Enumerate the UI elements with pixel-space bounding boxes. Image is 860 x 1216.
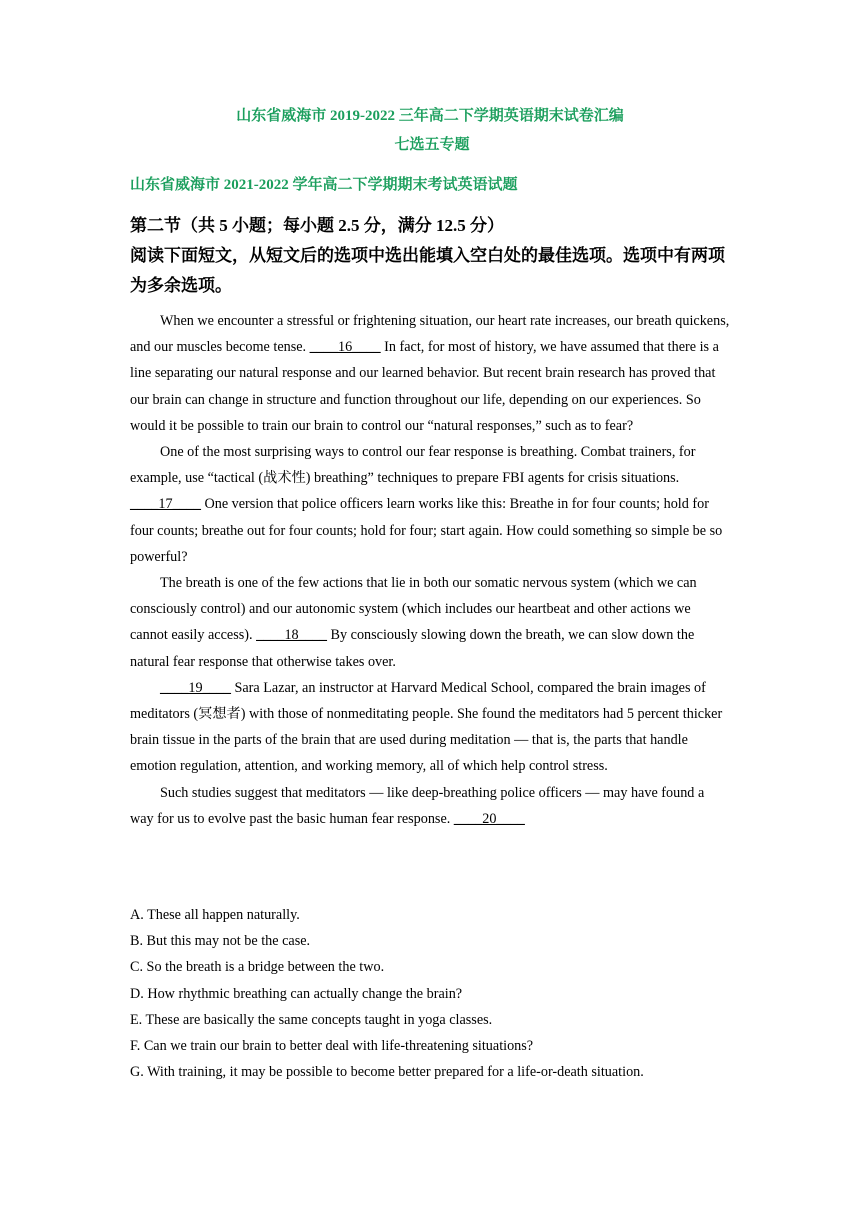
- paragraph-text: Sara Lazar, an instructor at Harvard Medical School, compared the brain images of meditators (冥想者) with those of nonmeditating people. She found the meditators had 5 percent thicker brain tissue in the parts of the brain that are used during meditation — that is, the parts that handle emotion regulation, attention, and working memory, all of which help control stress.: [130, 679, 723, 775]
- option-e: E. These are basically the same concepts taught in yoga classes.: [130, 1011, 493, 1028]
- compilation-title: 山东省威海市 2019-2022 三年高二下学期英语期末试卷汇编: [236, 108, 624, 124]
- option-a: A. These all happen naturally.: [130, 907, 300, 923]
- blank-19[interactable]: ____19____: [160, 679, 231, 696]
- blank-18[interactable]: ____18____: [256, 627, 327, 644]
- paragraph-text: In fact, for most of history, we have assumed that there is a line separating our natural response and our learned behavior. But recent brain research has proved that our brain can change in structure and function throughout our life, depending on our experiences. So would it be possible to train our brain to control our “natural responses,” such as to fear?: [130, 339, 719, 434]
- answer-options: [130, 902, 730, 1085]
- passage-paragraph-3: [130, 570, 730, 675]
- exam-title: 山东省威海市 2021-2022 学年高二下学期期末考试英语试题: [130, 177, 518, 193]
- option-d: D. How rhythmic breathing can actually change the brain?: [130, 985, 463, 1002]
- passage-paragraph-4: [130, 675, 730, 780]
- paragraph-text: One of the most surprising ways to control our fear response is breathing. Combat trainers, for example, use “tactical (战术性) breathing” techniques to prepare FBI agents for crisis situations.: [130, 444, 696, 487]
- passage-paragraph-2: [130, 439, 730, 570]
- passage-paragraph-5: [130, 780, 730, 832]
- blank-17[interactable]: ____17____: [130, 496, 201, 513]
- paragraph-text: Such studies suggest that meditators — like deep-breathing police officers — may have found a way for us to evolve past the basic human fear response.: [130, 784, 705, 827]
- blank-16[interactable]: ____16____: [309, 339, 381, 356]
- section-heading: 第二节（共 5 小题；每小题 2.5 分，满分 12.5 分）: [130, 216, 504, 235]
- blank-20[interactable]: ____20____: [453, 810, 525, 827]
- option-f: F. Can we train our brain to better deal with life-threatening situations?: [130, 1038, 534, 1055]
- paragraph-text: By consciously slowing down the breath, we can slow down the natural fear response that otherwise takes over.: [130, 627, 695, 670]
- passage-paragraph-1: [130, 308, 730, 439]
- reading-passage: [130, 308, 730, 832]
- option-b: B. But this may not be the case.: [130, 933, 311, 950]
- option-c: C. So the breath is a bridge between the two.: [130, 959, 385, 976]
- option-g: G. With training, it may be possible to become better prepared for a life-or-death situation.: [130, 1064, 644, 1081]
- section-instruction: 阅读下面短文，从短文后的选项中选出能填入空白处的最佳选项。选项中有两项为多余选项。: [130, 246, 725, 295]
- paragraph-text: One version that police officers learn works like this: Breathe in for four counts; hold for four counts; breathe out for four counts; hold for four; start again. How could something so simple be so powerful?: [130, 496, 723, 565]
- paragraph-text: The breath is one of the few actions that lie in both our somatic nervous system (which we can consciously control) and our autonomic system (which includes our heartbeat and other actions we cannot easily access).: [130, 575, 697, 644]
- compilation-subtitle: 七选五专题: [394, 137, 470, 153]
- paragraph-text: When we encounter a stressful or frightening situation, our heart rate increases, our breath quickens, and our muscles become tense.: [130, 313, 730, 356]
